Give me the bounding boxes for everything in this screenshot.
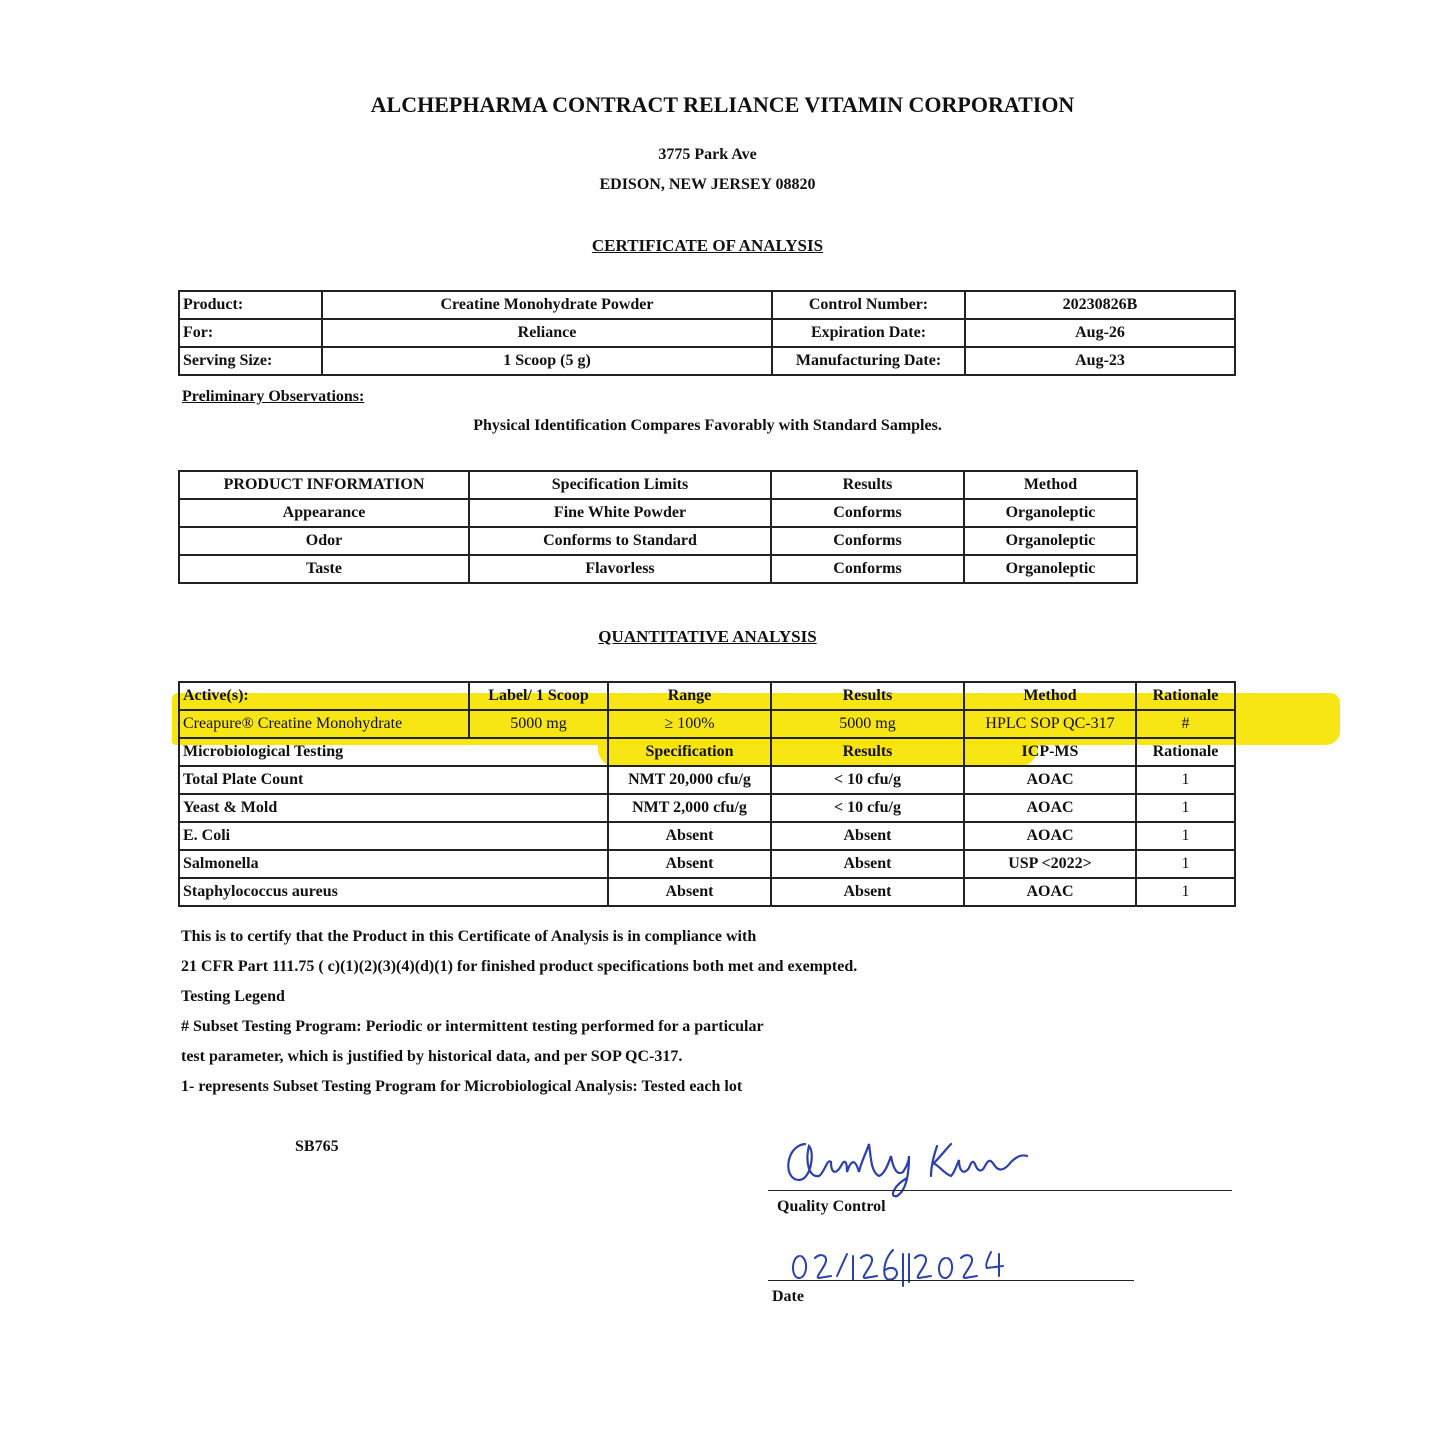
- quality-control-label: Quality Control: [777, 1198, 886, 1215]
- table-cell: Yeast & Mold: [179, 794, 608, 822]
- serving-size-value: 1 Scoop (5 g): [322, 347, 772, 375]
- quantitative-heading: QUANTITATIVE ANALYSIS: [598, 627, 817, 646]
- quantitative-table: [178, 681, 1236, 907]
- legend-note-2: test parameter, which is justified by historical data, and per SOP QC-317.: [181, 1048, 683, 1065]
- product-label: Product:: [179, 291, 322, 319]
- legend-note-3: 1- represents Subset Testing Program for Microbiological Analysis: Tested each lot: [181, 1078, 743, 1095]
- table-cell: Absent: [771, 822, 964, 850]
- serving-size-label: Serving Size:: [179, 347, 322, 375]
- table-row: [179, 555, 1137, 583]
- column-header: Microbiological Testing: [179, 738, 608, 766]
- column-header: Active(s):: [179, 682, 469, 710]
- table-cell: AOAC: [964, 822, 1136, 850]
- table-cell: 5000 mg: [469, 710, 608, 738]
- column-header: Specification Limits: [469, 471, 771, 499]
- for-value: Reliance: [322, 319, 772, 347]
- table-cell: 1: [1136, 850, 1235, 878]
- control-number-value: 20230826B: [965, 291, 1235, 319]
- handwritten-date: [785, 1240, 1015, 1290]
- column-header: Rationale: [1136, 738, 1235, 766]
- table-cell: < 10 cfu/g: [771, 794, 964, 822]
- table-cell: ≥ 100%: [608, 710, 771, 738]
- table-cell: 5000 mg: [771, 710, 964, 738]
- table-row: [179, 878, 1235, 906]
- table-row: [179, 794, 1235, 822]
- table-row: [179, 499, 1137, 527]
- column-header: Label/ 1 Scoop: [469, 682, 608, 710]
- qualitative-table: [178, 470, 1138, 584]
- table-row: [179, 291, 1235, 319]
- for-label: For:: [179, 319, 322, 347]
- table-cell: Organoleptic: [964, 527, 1137, 555]
- table-cell: Organoleptic: [964, 555, 1137, 583]
- table-cell: Creapure® Creatine Monohydrate: [179, 710, 469, 738]
- company-name: ALCHEPHARMA CONTRACT RELIANCE VITAMIN CORPORATION: [370, 92, 1075, 117]
- address-line-1: 3775 Park Ave: [658, 146, 757, 163]
- table-cell: Appearance: [179, 499, 469, 527]
- preliminary-text: Physical Identification Compares Favorably with Standard Samples.: [473, 417, 942, 434]
- manufacturing-label: Manufacturing Date:: [772, 347, 965, 375]
- table-cell: HPLC SOP QC-317: [964, 710, 1136, 738]
- table-cell: Total Plate Count: [179, 766, 608, 794]
- date-label: Date: [772, 1288, 804, 1305]
- address-line-2: EDISON, NEW JERSEY 08820: [599, 176, 816, 193]
- table-cell: 1: [1136, 822, 1235, 850]
- column-header: Rationale: [1136, 682, 1235, 710]
- table-cell: Salmonella: [179, 850, 608, 878]
- table-cell: < 10 cfu/g: [771, 766, 964, 794]
- table-row: [179, 347, 1235, 375]
- table-cell: Absent: [771, 850, 964, 878]
- preliminary-heading: Preliminary Observations:: [182, 388, 365, 405]
- table-cell: 1: [1136, 766, 1235, 794]
- signature-line: [768, 1190, 1232, 1191]
- table-cell: Absent: [608, 822, 771, 850]
- table-row: [179, 850, 1235, 878]
- testing-legend: Testing Legend: [181, 988, 285, 1005]
- table-cell: NMT 20,000 cfu/g: [608, 766, 771, 794]
- product-info-table: [178, 290, 1236, 376]
- table-cell: AOAC: [964, 878, 1136, 906]
- column-header: Results: [771, 471, 964, 499]
- table-header-row: [179, 471, 1137, 499]
- compliance-note-1: This is to certify that the Product in this Certificate of Analysis is in compliance with: [181, 928, 757, 945]
- expiration-value: Aug-26: [965, 319, 1235, 347]
- table-cell: AOAC: [964, 766, 1136, 794]
- signature: [775, 1132, 1075, 1202]
- table-cell: Taste: [179, 555, 469, 583]
- table-cell: Flavorless: [469, 555, 771, 583]
- document-title: CERTIFICATE OF ANALYSIS: [591, 236, 824, 255]
- table-row: [179, 319, 1235, 347]
- table-row: [179, 766, 1235, 794]
- table-cell: 1: [1136, 794, 1235, 822]
- control-number-label: Control Number:: [772, 291, 965, 319]
- table-row: [179, 527, 1137, 555]
- table-cell: 1: [1136, 878, 1235, 906]
- table-cell: Staphylococcus aureus: [179, 878, 608, 906]
- column-header: Method: [964, 682, 1136, 710]
- manufacturing-value: Aug-23: [965, 347, 1235, 375]
- product-value: Creatine Monohydrate Powder: [322, 291, 772, 319]
- table-cell: Absent: [771, 878, 964, 906]
- table-cell: Conforms: [771, 499, 964, 527]
- document-code: SB765: [295, 1138, 339, 1155]
- column-header: Method: [964, 471, 1137, 499]
- table-cell: Organoleptic: [964, 499, 1137, 527]
- table-cell: #: [1136, 710, 1235, 738]
- table-cell: Odor: [179, 527, 469, 555]
- table-cell: E. Coli: [179, 822, 608, 850]
- table-cell: Conforms to Standard: [469, 527, 771, 555]
- table-cell: USP <2022>: [964, 850, 1136, 878]
- column-header: Range: [608, 682, 771, 710]
- expiration-label: Expiration Date:: [772, 319, 965, 347]
- table-header-row: [179, 738, 1235, 766]
- table-cell: AOAC: [964, 794, 1136, 822]
- column-header: ICP-MS: [964, 738, 1136, 766]
- table-cell: Conforms: [771, 555, 964, 583]
- compliance-note-2: 21 CFR Part 111.75 ( c)(1)(2)(3)(4)(d)(1) for finished product specifications both met and exempted.: [181, 958, 858, 975]
- table-cell: Absent: [608, 850, 771, 878]
- table-header-row: [179, 682, 1235, 710]
- column-header: PRODUCT INFORMATION: [179, 471, 469, 499]
- column-header: Specification: [608, 738, 771, 766]
- table-cell: Conforms: [771, 527, 964, 555]
- date-line: [768, 1280, 1134, 1281]
- table-cell: Fine White Powder: [469, 499, 771, 527]
- column-header: Results: [771, 682, 964, 710]
- column-header: Results: [771, 738, 964, 766]
- table-row: [179, 710, 1235, 738]
- table-cell: Absent: [608, 878, 771, 906]
- legend-note-1: # Subset Testing Program: Periodic or intermittent testing performed for a particular: [181, 1018, 764, 1035]
- table-cell: NMT 2,000 cfu/g: [608, 794, 771, 822]
- table-row: [179, 822, 1235, 850]
